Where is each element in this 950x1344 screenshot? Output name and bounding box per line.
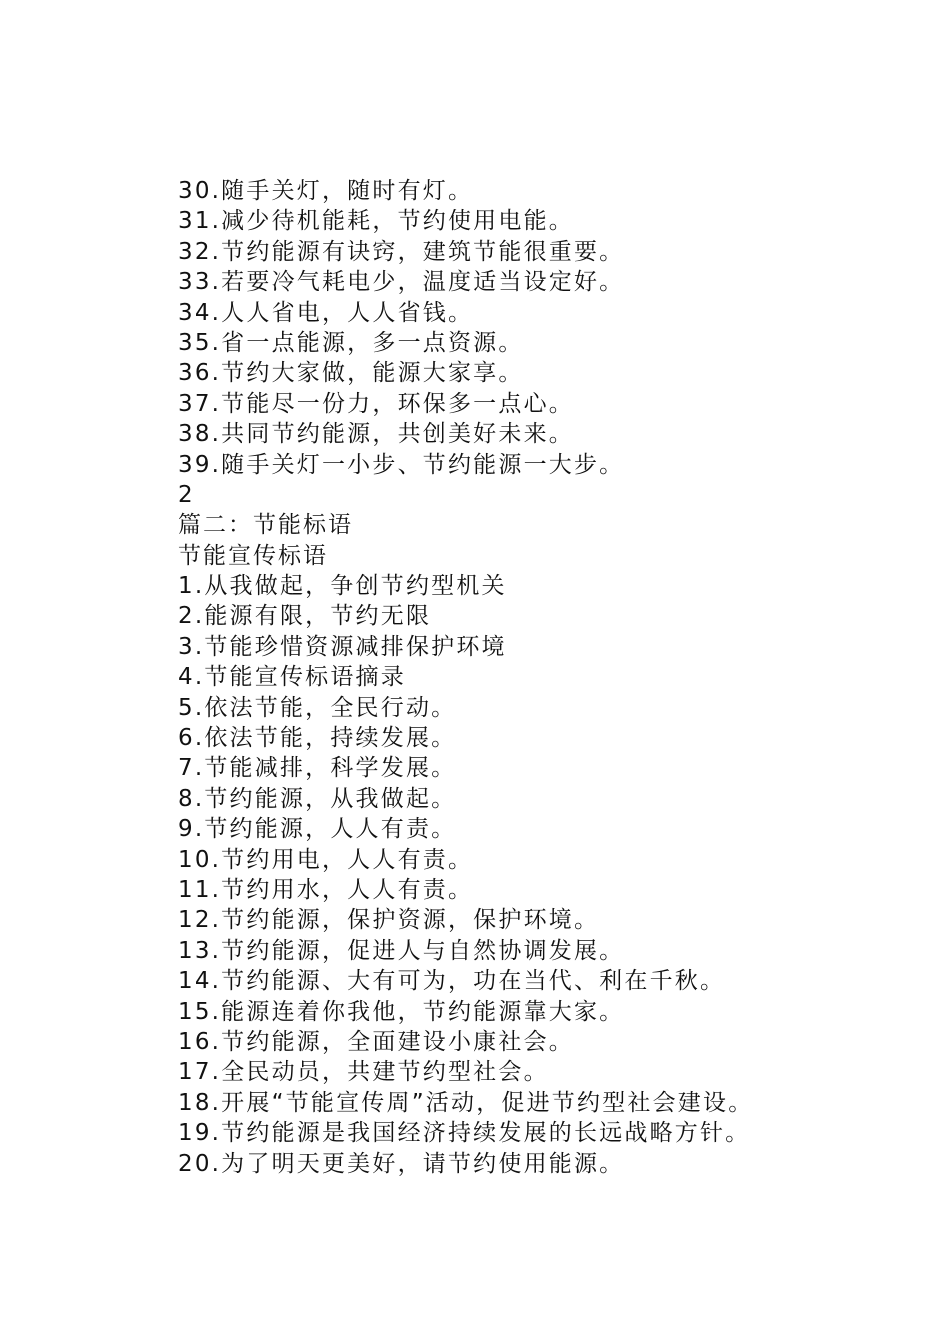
list-item: 38.共同节约能源，共创美好未来。 bbox=[178, 421, 574, 448]
list-item: 6.依法节能，持续发展。 bbox=[178, 725, 457, 752]
list-item: 4.节能宣传标语摘录 bbox=[178, 664, 406, 691]
list-item: 10.节约用电，人人有责。 bbox=[178, 846, 474, 873]
section-title: 篇二：节能标语 bbox=[178, 512, 353, 539]
list-item: 3.节能珍惜资源减排保护环境 bbox=[178, 633, 507, 660]
list-item: 9.节约能源，人人有责。 bbox=[178, 816, 457, 843]
list-item: 1.从我做起，争创节约型机关 bbox=[178, 573, 507, 600]
list-item: 30.随手关灯，随时有灯。 bbox=[178, 178, 474, 204]
list-item: 8.节约能源，从我做起。 bbox=[178, 785, 457, 812]
list-item: 33.若要冷气耗电少，温度适当设定好。 bbox=[178, 269, 625, 296]
list-item: 39.随手关灯一小步、节约能源一大步。 bbox=[178, 451, 625, 478]
list-item: 32.节约能源有诀窍，建筑节能很重要。 bbox=[178, 238, 625, 265]
list-item: 5.依法节能，全民行动。 bbox=[178, 694, 457, 721]
list-item: 15.能源连着你我他，节约能源靠大家。 bbox=[178, 998, 625, 1025]
list-item: 31.减少待机能耗，节约使用电能。 bbox=[178, 208, 574, 235]
list-item: 14.节约能源、大有可为，功在当代、利在千秋。 bbox=[178, 968, 726, 995]
list-item: 20.为了明天更美好，请节约使用能源。 bbox=[178, 1150, 625, 1177]
list-item: 13.节约能源，促进人与自然协调发展。 bbox=[178, 937, 625, 964]
subtitle: 节能宣传标语 bbox=[178, 542, 328, 569]
list-item: 7.节能减排，科学发展。 bbox=[178, 755, 457, 782]
list-item: 18.开展“节能宣传周”活动，促进节约型社会建设。 bbox=[178, 1089, 754, 1116]
page-number: 2 bbox=[178, 481, 195, 508]
document-body bbox=[178, 176, 918, 1179]
list-item: 35.省一点能源，多一点资源。 bbox=[178, 329, 524, 356]
list-item: 37.节能尽一份力，环保多一点心。 bbox=[178, 390, 574, 417]
list-item: 34.人人省电，人人省钱。 bbox=[178, 299, 474, 326]
list-item: 17.全民动员，共建节约型社会。 bbox=[178, 1059, 549, 1086]
list-item: 36.节约大家做，能源大家享。 bbox=[178, 360, 524, 387]
list-item: 2.能源有限，节约无限 bbox=[178, 603, 432, 630]
list-item: 11.节约用水，人人有责。 bbox=[178, 876, 474, 903]
list-item: 12.节约能源，保护资源，保护环境。 bbox=[178, 907, 600, 934]
list-item: 16.节约能源，全面建设小康社会。 bbox=[178, 1028, 574, 1055]
list-item: 19.节约能源是我国经济持续发展的长远战略方针。 bbox=[178, 1120, 751, 1147]
